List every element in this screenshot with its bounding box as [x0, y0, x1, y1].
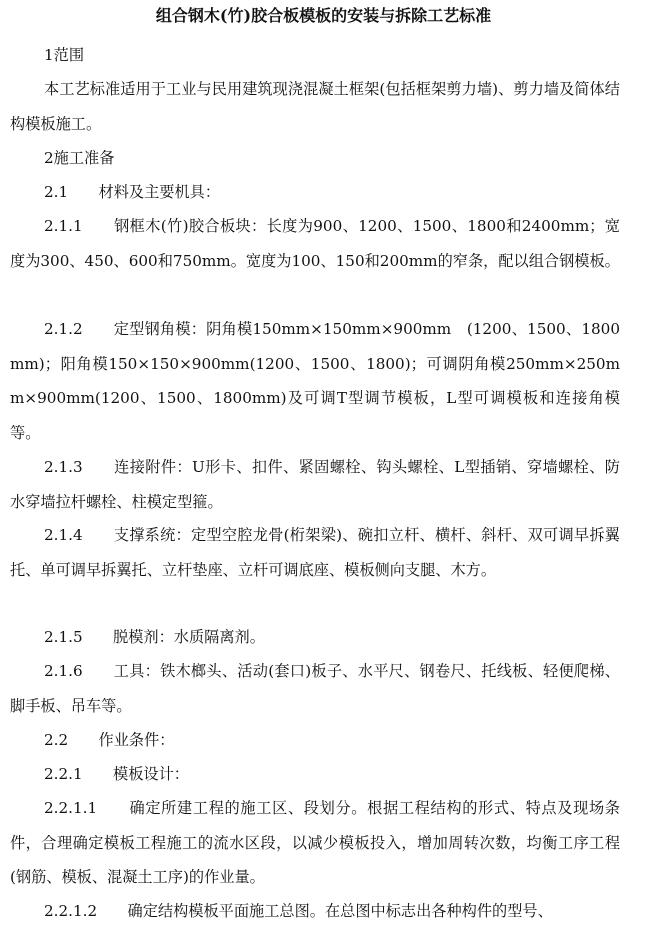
item-2-1-4: 2.1.4 支撑系统：定型空腔龙骨(桁架梁)、碗扣立杆、横杆、斜杆、双可调早拆翼托、单可调早拆翼托、立杆垫座、立杆可调底座、模板侧向支腿、木方。 — [10, 526, 620, 579]
item-2-1-1: 2.1.1 钢框木(竹)胶合板块：长度为900、1200、1500、1800和2400mm；宽度为300、450、600和750mm。宽度为100、150和200mm的窄条，配以组合钢模板。 — [10, 217, 620, 270]
section-2-2-heading: 2.2 作业条件： — [44, 731, 175, 749]
scope-paragraph: 本工艺标准适用于工业与民用建筑现浇混凝土框架(包括框架剪力墙)、剪力墙及简体结构模板施工。 — [10, 80, 620, 133]
item-2-2-1-2: 2.2.1.2 确定结构模板平面施工总图。在总图中标志出各种构件的型号、 — [44, 902, 553, 920]
section-2-heading: 2施工准备 — [44, 149, 115, 167]
section-1-heading: 1范围 — [44, 46, 85, 64]
item-2-1-3: 2.1.3 连接附件：U形卡、扣件、紧固螺栓、钩头螺栓、L型插销、穿墙螺栓、防水穿墙拉杆螺栓、柱模定型箍。 — [10, 458, 620, 511]
item-2-2-1: 2.2.1 模板设计： — [44, 765, 189, 783]
item-2-1-6: 2.1.6 工具：铁木榔头、活动(套口)板子、水平尺、钢卷尺、托线板、轻便爬梯、脚手板、吊车等。 — [10, 662, 620, 715]
item-2-1-2: 2.1.2 定型钢角模：阴角模150mm×150mm×900mm (1200、1500、1800mm)；阳角模150×150×900mm(1200、1500、1800)；可调阴角模250mm×250mm×900mm(1200、1500、1800mm)及可调T型调节模板，L型可调模板和连接角模等。 — [10, 320, 620, 442]
item-2-1-5: 2.1.5 脱模剂：水质隔离剂。 — [44, 628, 265, 646]
item-2-2-1-1: 2.2.1.1 确定所建工程的施工区、段划分。根据工程结构的形式、特点及现场条件，合理确定模板工程施工的流水区段，以减少模板投入，增加周转次数，均衡工序工程(钢筋、模板、混凝土工序)的作业量。 — [10, 799, 620, 886]
section-2-1-heading: 2.1 材料及主要机具： — [44, 183, 221, 201]
document-title: 组合钢木(竹)胶合板模板的安装与拆除工艺标准 — [155, 6, 492, 25]
